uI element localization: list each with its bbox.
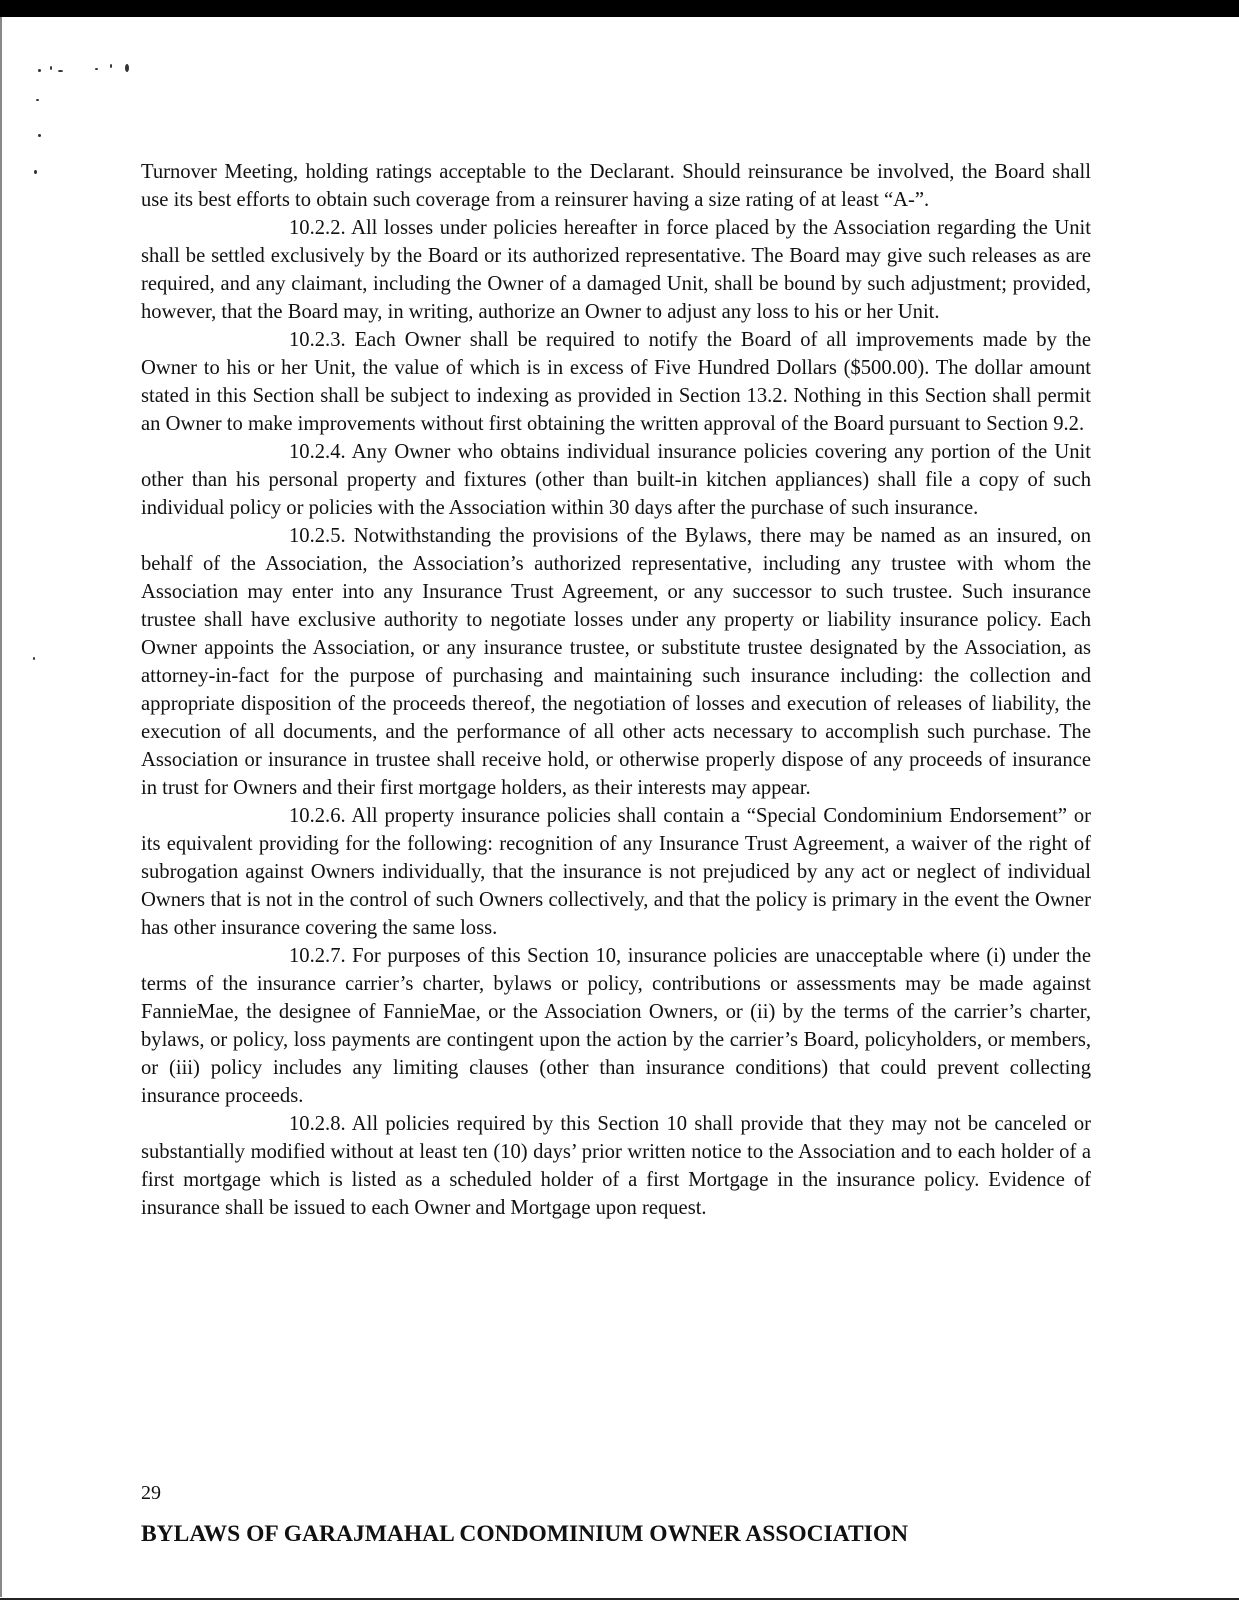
scan-speck	[38, 134, 41, 137]
scan-speck	[58, 70, 63, 72]
scan-speck	[95, 68, 98, 70]
paragraph-10-2-2: 10.2.2. All losses under policies hereafter in force placed by the Association regarding the Unit shall be settled exclusively by the Board or its authorized representative. The Board may give such releases as are required, and any claimant, including the Owner of a damaged Unit, shall be bound by such adjustment; provided, however, that the Board may, in writing, authorize an Owner to adjust any loss to his or her Unit.	[141, 217, 1091, 323]
paragraph-10-2-7: 10.2.7. For purposes of this Section 10, insurance policies are unacceptable where (i) under the terms of the insurance carrier’s charter, bylaws or policy, contributions or assessments may be made against FannieMae, the designee of FannieMae, or the Association Owners, or (ii) by the terms of the carrier’s charter, bylaws, or policy, loss payments are contingent upon the action by the carrier’s Board, policyholders, or members, or (iii) policy includes any limiting clauses (other than insurance conditions) that could prevent collecting insurance proceeds.	[141, 945, 1091, 1107]
scan-speck	[125, 64, 129, 72]
paragraph-continuation: Turnover Meeting, holding ratings acceptable to the Declarant. Should reinsurance be involved, the Board shall use its best efforts to obtain such coverage from a reinsurer having a size rating of at least “A-”.	[141, 161, 1091, 211]
page-number: 29	[141, 1482, 161, 1504]
scan-speck	[34, 170, 37, 174]
paragraph-10-2-5: 10.2.5. Notwithstanding the provisions of the Bylaws, there may be named as an insured, on behalf of the Association, the Association’s authorized representative, including any trustee with whom the Association may enter into any Insurance Trust Agreement, or any successor to such trustee. Such insurance trustee shall have exclusive authority to negotiate losses under any property or liability insurance policy. Each Owner appoints the Association, or any insurance trustee, or substitute trustee designated by the Association, as attorney-in-fact for the purpose of purchasing and maintaining such insurance including: the collection and appropriate disposition of the proceeds thereof, the negotiation of losses and execution of releases of liability, the execution of all documents, and the performance of all other acts necessary to accomplish such purchase. The Association or insurance in trustee shall receive hold, or otherwise properly dispose of any proceeds of insurance in trust for Owners and their first mortgage holders, as their interests may appear.	[141, 525, 1091, 799]
scan-speck	[36, 99, 39, 101]
document-body	[141, 158, 1091, 1222]
scan-speck	[38, 69, 41, 72]
paragraph-10-2-8: 10.2.8. All policies required by this Section 10 shall provide that they may not be canceled or substantially modified without at least ten (10) days’ prior written notice to the Association and to each holder of a first mortgage which is listed as a scheduled holder of a first Mortgage in the insurance policy. Evidence of insurance shall be issued to each Owner and Mortgage upon request.	[141, 1113, 1091, 1219]
footer-title: BYLAWS OF GARAJMAHAL CONDOMINIUM OWNER ASSOCIATION	[141, 1521, 909, 1547]
paragraph-10-2-4: 10.2.4. Any Owner who obtains individual insurance policies covering any portion of the Unit other than his personal property and fixtures (other than built-in kitchen appliances) shall file a copy of such individual policy or policies with the Association within 30 days after the purchase of such insurance.	[141, 441, 1091, 519]
scan-speck	[33, 657, 35, 660]
paragraph-10-2-6: 10.2.6. All property insurance policies shall contain a “Special Condominium Endorsement” or its equivalent providing for the following: recognition of any Insurance Trust Agreement, a waiver of the right of subrogation against Owners individually, that the insurance is not prejudiced by any act or neglect of individual Owners that is not in the control of such Owners collectively, and that the policy is primary in the event the Owner has other insurance covering the same loss.	[141, 805, 1091, 939]
scan-speck	[110, 64, 112, 68]
scan-bottom-border	[0, 1598, 1239, 1600]
scan-speck	[50, 66, 52, 70]
scan-top-border	[0, 0, 1239, 17]
scan-left-border	[0, 17, 2, 1597]
paragraph-10-2-3: 10.2.3. Each Owner shall be required to notify the Board of all improvements made by the Owner to his or her Unit, the value of which is in excess of Five Hundred Dollars ($500.00). The dollar amount stated in this Section shall be subject to indexing as provided in Section 13.2. Nothing in this Section shall permit an Owner to make improvements without first obtaining the written approval of the Board pursuant to Section 9.2.	[141, 329, 1091, 435]
